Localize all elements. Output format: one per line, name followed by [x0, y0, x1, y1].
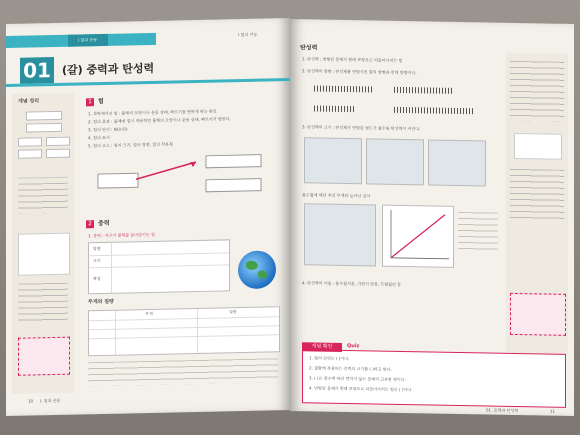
section-number: 1	[86, 98, 94, 106]
graph-caption: 용수철에 매단 추의 무게와 늘어난 길이	[302, 192, 371, 199]
section-line: 3. 힘의 단위 : N(뉴턴)	[88, 126, 128, 133]
section-number: 2	[86, 220, 94, 228]
spring-illustration	[314, 85, 374, 92]
sidebar-box	[46, 137, 70, 147]
table-row-label: 크기	[93, 258, 101, 264]
page-number: 11	[550, 408, 556, 414]
sidebar-box	[26, 111, 62, 121]
sidebar-box	[26, 123, 62, 133]
table-divider	[89, 264, 229, 268]
quiz-line: 1. 힘의 단위는 ( )이다.	[309, 355, 350, 362]
table-divider	[89, 334, 279, 339]
quiz-box	[302, 343, 566, 408]
unit-label: I 힘과 운동	[78, 37, 98, 43]
figure-photo	[366, 138, 424, 185]
section-title: 중력	[98, 219, 110, 228]
sidebar-table	[18, 233, 70, 276]
force-diagram	[96, 151, 266, 205]
continent	[258, 271, 267, 279]
item-line: 2. 탄성력의 방향 : 탄성체를 변형시킨 힘의 방향과 반대 방향이다.	[302, 68, 417, 76]
sidebar-text-lines	[510, 169, 564, 220]
quiz-line: 3. ( )은 장소에 따라 변하지 않는 물체의 고유한 양이다.	[309, 375, 406, 383]
right-sidebar	[506, 53, 568, 354]
section-line: 4. 힘의 표시	[88, 134, 110, 141]
spring-illustration	[394, 107, 474, 114]
table-header: 질량	[229, 309, 237, 315]
tip-box	[510, 293, 566, 336]
sidebar-box	[18, 149, 42, 159]
experiment-photo	[304, 203, 376, 266]
sidebar-heading: 개념 정리	[18, 98, 40, 105]
graph-plot	[383, 206, 453, 267]
weight-mass-table	[88, 306, 280, 356]
section-line: 1. 중력 : 지구가 물체를 끌어당기는 힘	[88, 231, 155, 239]
table-row-label: 특징	[93, 276, 101, 282]
body-text-lines	[88, 358, 278, 386]
graph-notes	[458, 212, 498, 253]
sidebar-figure	[514, 133, 562, 160]
tip-box	[18, 337, 70, 376]
figure-photo	[304, 137, 362, 184]
sidebar-text-lines	[18, 283, 68, 324]
earth-illustration	[238, 250, 276, 289]
sidebar-text-lines	[510, 61, 564, 122]
sidebar-text-lines	[18, 183, 68, 214]
quiz-title: Quiz	[347, 343, 360, 350]
item-line: 4. 탄성력의 이용 : 용수철저울, 자전거 안장, 트램펄린 등	[302, 280, 402, 287]
length-graph	[382, 205, 454, 268]
section-header: 탄성력	[300, 44, 318, 52]
section-title: 힘	[98, 97, 104, 106]
section-line: 1. 과학에서의 힘 : 물체의 모양이나 운동 상태, 빠르기를 변하게 하는 원인	[88, 108, 217, 117]
page-number: 10	[28, 398, 34, 404]
chapter-number: 01	[20, 57, 54, 84]
chapter-title: (갈) 중력과 탄성력	[62, 61, 155, 77]
concept-sidebar	[12, 93, 74, 394]
item-line: 1. 탄성력 : 변형된 물체가 원래 모양으로 되돌아가려는 힘	[302, 56, 403, 64]
weight-heading: 무게와 질량	[88, 298, 114, 306]
table-divider	[89, 252, 229, 256]
open-textbook	[6, 24, 574, 424]
quiz-line: 4. 변형된 물체가 원래 모양으로 되돌아가려는 힘은 ( )이다.	[309, 385, 413, 393]
table-row-label: 방향	[93, 246, 101, 252]
footer-text: 01. 중력과 탄성력	[486, 407, 519, 414]
continent	[246, 261, 258, 270]
table-divider	[197, 309, 198, 353]
footer-text: I. 힘과 운동	[40, 397, 61, 404]
table-divider	[89, 325, 279, 330]
right-page	[290, 19, 574, 416]
spring-illustration	[314, 105, 354, 112]
section-line: 5. 힘의 요소 : 힘의 크기, 힘의 방향, 힘의 작용점	[88, 141, 173, 149]
table-header: 무게	[145, 310, 153, 317]
unit-tag: I 힘의 기능	[238, 31, 258, 38]
quiz-line: 2. 질량에 작용하는 중력의 크기를 ( )라고 한다.	[309, 365, 392, 372]
sidebar-box	[18, 137, 42, 147]
sidebar-box	[46, 149, 70, 159]
table-divider	[89, 316, 279, 321]
quiz-tag: 개념 확인	[302, 342, 342, 352]
item-line: 3. 탄성력의 크기 : 탄성체가 변형된 정도가 클수록 탄성력이 커진다.	[302, 124, 421, 132]
section-line: 2. 힘의 효과 : 물체에 힘이 작용하면 물체의 모양이나 운동 상태, 빠르기가 변한다.	[88, 116, 231, 125]
spring-illustration	[394, 87, 454, 94]
gravity-table	[88, 239, 230, 294]
table-divider	[115, 311, 116, 355]
left-page	[6, 18, 290, 416]
figure-photo	[428, 139, 486, 186]
divider	[18, 177, 68, 179]
